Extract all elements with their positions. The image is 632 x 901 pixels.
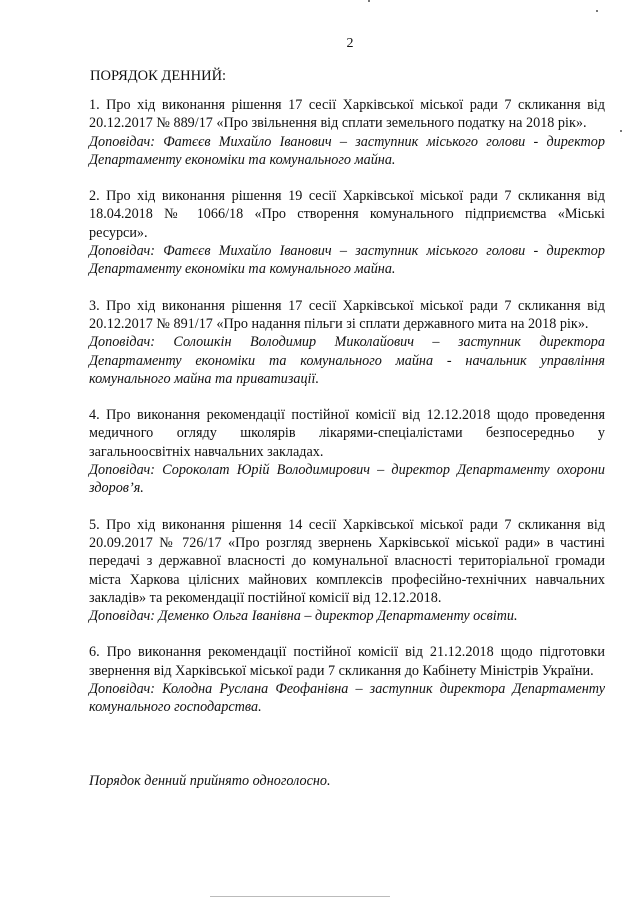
agenda-item-speaker: Доповідач: Солошкін Володимир Миколайович – заступник директора Департаменту економіки та комунального майна - начальник управління комунального майна та приватизації.	[89, 334, 605, 387]
agenda-item	[89, 516, 605, 626]
scan-mark	[368, 0, 370, 2]
agenda-item	[89, 406, 605, 497]
agenda-item	[89, 96, 605, 169]
agenda-item-text: 3. Про хід виконання рішення 17 сесії Харківської міської ради 7 скликання від 20.12.2017 № 891/17 «Про надання пільги зі сплати державного мита на 2018 рік».	[89, 297, 605, 332]
agenda-list	[89, 96, 605, 735]
scan-mark	[596, 10, 598, 12]
agenda-item-speaker: Доповідач: Фатєєв Михайло Іванович – заступник міського голови - директор Департаменту економіки та комунального майна.	[89, 133, 605, 168]
agenda-item	[89, 643, 605, 716]
agenda-item-text: 5. Про хід виконання рішення 14 сесії Харківської міської ради 7 скликання від 20.09.2017 № 726/17 «Про розгляд звернень Харківської міської ради» в частині передачі з державної власності до комунальної власності територіальної громади міста Харкова цілісних майнових комплексів професійно-технічних навчальних закладів» та рекомендації постійної комісії від 12.12.2018.	[89, 516, 605, 606]
page-heading: ПОРЯДОК ДЕННИЙ:	[90, 68, 227, 84]
page-number: 2	[346, 36, 354, 51]
agenda-item-text: 6. Про виконання рекомендації постійної комісії від 21.12.2018 щодо підготовки звернення від Харківської міської ради 7 скликання до Кабінету Міністрів України.	[89, 644, 605, 679]
agenda-item-text: 2. Про хід виконання рішення 19 сесії Харківської міської ради 7 скликання від 18.04.2018 № 1066/18 «Про створення комунального підприємства «Міські ресурси».	[89, 188, 605, 241]
agenda-item	[89, 297, 605, 388]
agenda-item-speaker: Доповідач: Деменко Ольга Іванівна – директор Департаменту освіти.	[89, 608, 518, 625]
agenda-item-text: 1. Про хід виконання рішення 17 сесії Харківської міської ради 7 скликання від 20.12.2017 № 889/17 «Про звільнення від сплати земельного податку на 2018 рік».	[89, 97, 605, 132]
scan-mark	[620, 130, 622, 132]
agenda-item-speaker: Доповідач: Колодна Руслана Феофанівна – заступник директора Департаменту комунального господарства.	[89, 681, 605, 716]
agenda-item	[89, 187, 605, 278]
agenda-item-speaker: Доповідач: Сороколат Юрій Володимирович – директор Департаменту охорони здоров’я.	[89, 462, 605, 497]
agenda-item-text: 4. Про виконання рекомендації постійної комісії від 12.12.2018 щодо проведення медичного огляду школярів лікарями-спеціалістами безпосередньо у загальноосвітніх навчальних закладах.	[89, 407, 605, 460]
agenda-item-speaker: Доповідач: Фатєєв Михайло Іванович – заступник міського голови - директор Департаменту економіки та комунального майна.	[89, 243, 605, 278]
footer-note: Порядок денний прийнято одноголосно.	[89, 773, 331, 789]
scan-mark	[210, 896, 390, 897]
